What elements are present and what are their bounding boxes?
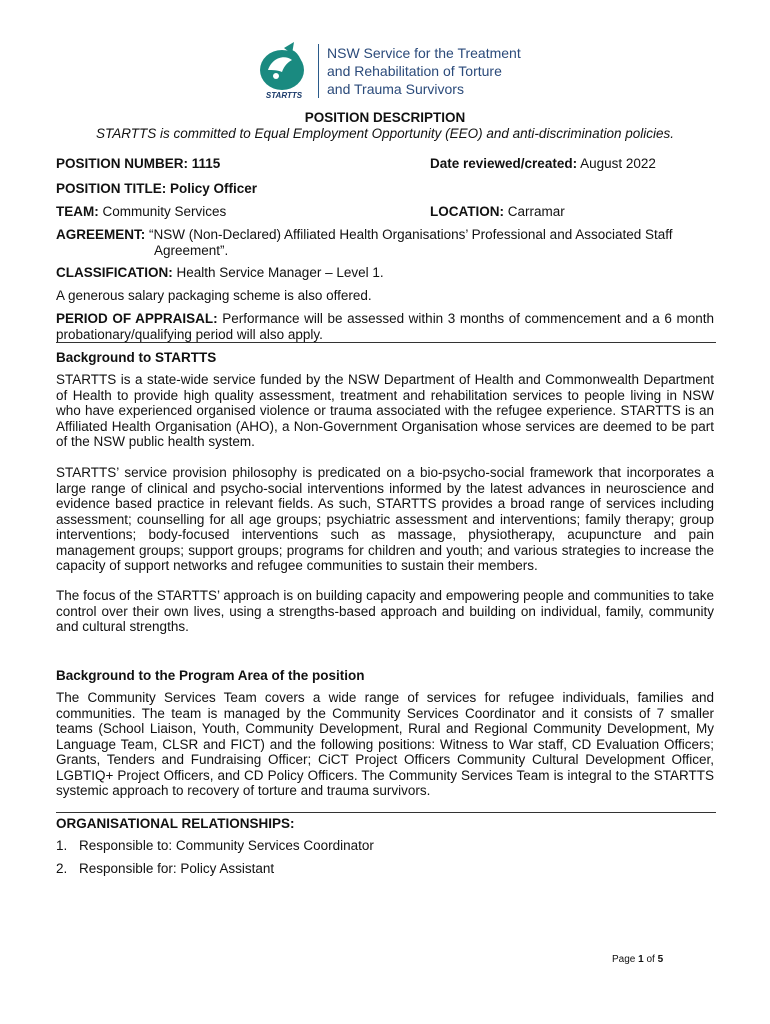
location-value: Carramar: [504, 204, 565, 219]
salary-note: A generous salary packaging scheme is also offered.: [56, 288, 372, 303]
date-reviewed-label: Date reviewed/created:: [430, 156, 578, 171]
relationships-heading: ORGANISATIONAL RELATIONSHIPS:: [56, 816, 295, 831]
background-heading: Background to STARTTS: [56, 350, 217, 365]
agreement-value-line-1: “NSW (Non-Declared) Affiliated Health Organisations’ Professional and Associated Staff: [145, 227, 673, 242]
position-number: POSITION NUMBER: 1115: [56, 156, 221, 171]
list-item-number: 1.: [56, 838, 68, 853]
appraisal-value: Performance will be assessed within 3 months of commencement and a 6 month probationary/qualifying period will also apply.: [56, 311, 714, 342]
background-paragraph-3: The focus of the STARTTS’ approach is on building capacity and empowering people and communities to take control over their own lives, using a strengths-based approach and building on individual, family, community and cultural strengths.: [56, 588, 714, 634]
startts-logo-icon: [254, 40, 314, 102]
background-paragraph-2: STARTTS’ service provision philosophy is predicated on a bio-psycho-social framework that incorporates a large range of clinical and psycho-social interventions informed by the latest advances in neuroscience and evidence based practice in relevant fields. As such, STARTTS provides a broad range of services including assessment; counselling for all age groups; psychiatric assessment and interventions; family therapy; group interventions; body-focused interventions such as massage, physiotherapy, acupuncture and pain management groups; support groups; programs for children and youth; and various strategies to increase the capacity of support networks and refugee communities to sustain their members.: [56, 465, 714, 573]
page-prefix: Page: [612, 954, 639, 965]
team-value: Community Services: [98, 204, 227, 219]
list-item-text: Responsible to: Community Services Coordinator: [79, 838, 374, 853]
location-label: LOCATION:: [430, 204, 504, 219]
list-item: [56, 838, 374, 854]
program-area-heading: Background to the Program Area of the position: [56, 668, 365, 683]
classification-label: CLASSIFICATION:: [56, 265, 173, 280]
section-divider: [56, 342, 716, 343]
agreement-label: AGREEMENT:: [56, 227, 146, 242]
background-paragraph-1: STARTTS is a state-wide service funded by the NSW Department of Health and Commonwealth Department of Health to provide high quality assessment, treatment and rehabilitation services to people living in NSW who have experienced organised violence or trauma associated with the refugee experience. STARTTS is an Affiliated Health Organisation (AHO), a Non-Government Organisation whose services are deemed to be part of the NSW public health system.: [56, 372, 714, 449]
section-divider: [56, 812, 716, 813]
org-name-line-1: NSW Service for the Treatment: [327, 45, 521, 61]
location: [430, 204, 565, 220]
period-of-appraisal: [56, 311, 714, 342]
org-name-line-3: and Trauma Survivors: [327, 81, 464, 97]
agreement-value-line-2: Agreement”.: [154, 243, 229, 258]
page-current: 1: [638, 954, 644, 965]
organisation-name: [318, 44, 521, 98]
date-reviewed-value: August 2022: [577, 156, 656, 171]
classification-value: Health Service Manager – Level 1.: [172, 265, 384, 280]
page-number: [612, 954, 663, 965]
startts-logo: [254, 40, 314, 102]
document-title: POSITION DESCRIPTION: [304, 110, 466, 125]
page-of: of: [643, 954, 658, 965]
program-area-paragraph: The Community Services Team covers a wide range of services for refugee individuals, families and communities. The team is managed by the Community Services Coordinator and it consists of 7 smaller teams (School Liaison, Youth, Community Development, Rural and Regional Community Development, My Language Team, CLSR and FICT) and the following positions: Witness to War staff, CD Evaluation Officers; Grants, Tenders and Fundraising Officer; CiCT Project Officers Community Cultural Development Officer, LGBTIQ+ Project Officers, and CD Policy Officers. The Community Services Team is integral to the STARTTS systemic approach to recovery of torture and trauma survivors.: [56, 690, 714, 798]
team: [56, 204, 226, 220]
agreement: [56, 227, 716, 259]
page-total: 5: [657, 954, 664, 965]
org-name-line-2: and Rehabilitation of Torture: [327, 63, 502, 79]
date-reviewed: [430, 156, 656, 172]
team-label: TEAM:: [56, 204, 99, 219]
classification: [56, 265, 384, 281]
list-item-text: Responsible for: Policy Assistant: [79, 861, 275, 876]
position-title: POSITION TITLE: Policy Officer: [56, 181, 258, 196]
appraisal-label: PERIOD OF APPRAISAL:: [56, 311, 218, 326]
list-item: [56, 861, 274, 877]
logo-wordmark: STARTTS: [265, 91, 303, 100]
eeo-statement: STARTTS is committed to Equal Employment Opportunity (EEO) and anti-discrimination policies.: [96, 126, 674, 141]
list-item-number: 2.: [56, 861, 68, 876]
